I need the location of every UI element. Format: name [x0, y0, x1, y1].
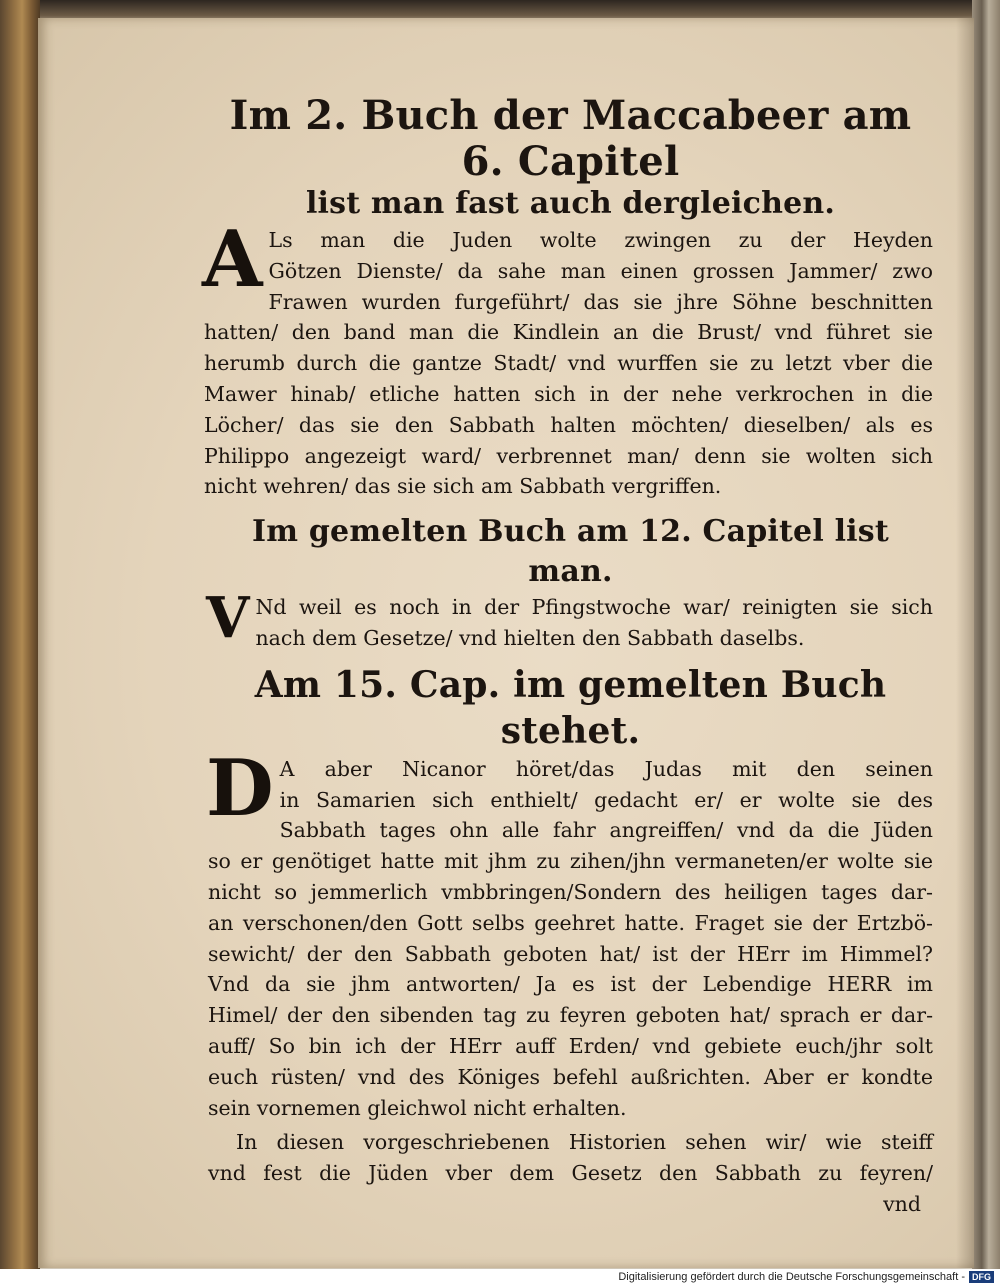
- book-page-stack-edge: [972, 0, 1000, 1270]
- catchword: vnd: [883, 1191, 921, 1216]
- text-line: sein vornemen gleichwol nicht erhalten.: [208, 1095, 627, 1120]
- page-shadow: [956, 18, 974, 1268]
- text-line: nicht so jemmerlich vmbbringen/Sondern des heiligen tages dar-: [208, 879, 933, 904]
- text-line: Sabbath tages ohn alle fahr angreiffen/ vnd da die Jüden: [279, 818, 933, 843]
- text-line: hatten/ den band man die Kindlein an die Brust/ vnd führet sie: [204, 320, 933, 345]
- text-line: vnd fest die Jüden vber dem Gesetz den Sabbath zu feyren/: [208, 1161, 933, 1186]
- text-line: Götzen Dienste/ da sahe man einen grossen Jammer/ zwo: [268, 258, 933, 283]
- heading-chapter-15: Am 15. Cap. im gemelten Buch stehet.: [254, 663, 887, 752]
- text-line: Mawer hinab/ etliche hatten sich in der nehe verkrochen in die: [204, 381, 933, 406]
- text-line: Ls man die Juden wolte zwingen zu der Heyden: [268, 228, 933, 252]
- heading-maccabeer-6: Im 2. Buch der Maccabeer am 6. Capitel: [229, 92, 912, 185]
- book-spine-edge: [0, 0, 40, 1270]
- text-line: Philippo angezeigt ward/ verbrennet man/ denn sie wolten sich: [204, 443, 933, 468]
- heading-chapter-12: Im gemelten Buch am 12. Capitel list man.: [252, 514, 889, 590]
- footer-credit-text: Digitalisierung gefördert durch die Deutsche Forschungsgemeinschaft -: [618, 1271, 965, 1283]
- text-line: auff/ So bin ich der HErr auff Erden/ vnd gebiete euch/jhr solt: [208, 1033, 933, 1058]
- footer-bar: [0, 1269, 1000, 1287]
- text-line: Himel/ der den sibenden tag zu feyren geboten hat/ sprach er dar-: [208, 1003, 933, 1028]
- text-line: sewicht/ der den Sabbath geboten hat/ ist der HErr im Himmel?: [208, 941, 933, 966]
- paragraph-3: [206, 742, 933, 1124]
- text-line: Löcher/ das sie den Sabbath halten möchten/ dieselben/ als es: [204, 412, 933, 437]
- text-line: so er genötiget hatte mit jhm zu zihen/jhn vermaneten/er wolte sie: [208, 849, 933, 874]
- footer-credit: [618, 1269, 994, 1285]
- text-line: In diesen vorgeschriebenen Historien sehen wir/ wie steiff: [236, 1130, 933, 1155]
- text-line: A aber Nicanor höret/das Judas mit den seinen: [279, 756, 933, 781]
- text-line: nicht wehren/ das sie sich am Sabbath vergriffen.: [204, 474, 722, 499]
- text-line: herumb durch die gantze Stadt/ vnd wurffen sie zu letzt vber die: [204, 351, 933, 376]
- paragraph-1: [202, 214, 933, 502]
- dropcap-d: D: [206, 742, 274, 834]
- text-line: Frawen wurden furgeführt/ das sie jhre Söhne beschnitten: [268, 289, 933, 314]
- dfg-logo: DFG: [969, 1271, 994, 1283]
- text-line: in Samarien sich enthielt/ gedacht er/ er wolte sie des: [279, 787, 933, 812]
- text-line: nach dem Gesetze/ vnd hielten den Sabbath daselbs.: [255, 625, 805, 650]
- text-line: an verschonen/den Gott selbs geehret hatte. Fraget sie der Ertzbö-: [208, 910, 933, 935]
- heading-maccabeer-6-sub: list man fast auch dergleichen.: [305, 186, 836, 221]
- dropcap-v: V: [206, 585, 250, 652]
- paragraph-4: [208, 1127, 933, 1219]
- text-line: euch rüsten/ vnd des Königes befehl außrichten. Aber er kondte: [208, 1064, 933, 1089]
- paragraph-2: [206, 585, 933, 654]
- text-line: Nd weil es noch in der Pfingstwoche war/ reinigten sie sich: [255, 595, 933, 620]
- page-text-block: [202, 92, 933, 1220]
- dropcap-a: A: [202, 214, 263, 305]
- text-line: Vnd da sie jhm antworten/ Ja es ist der Lebendige HERR im: [208, 972, 933, 997]
- book-page: [38, 18, 974, 1268]
